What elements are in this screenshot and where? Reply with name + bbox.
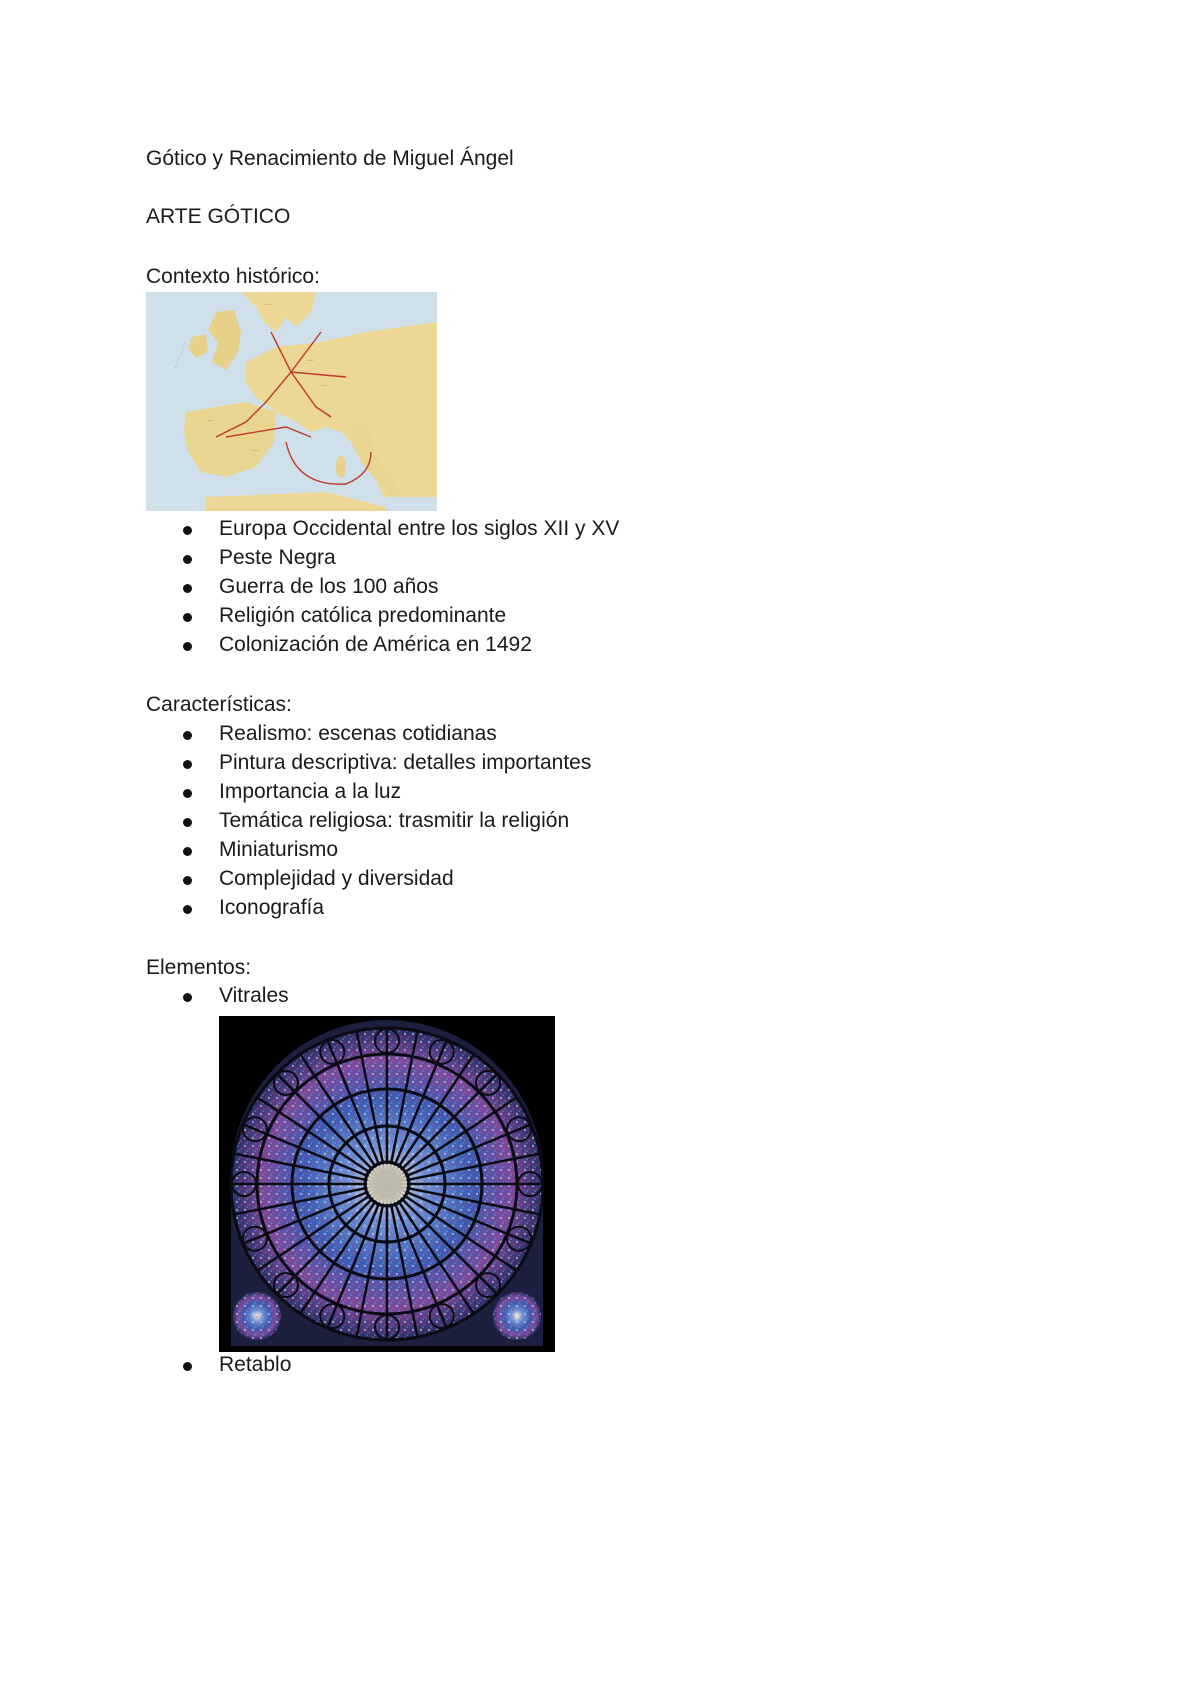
bullet-icon	[183, 818, 192, 827]
bullet-icon	[183, 993, 192, 1002]
bullet-icon	[183, 555, 192, 564]
bullet-icon	[183, 847, 192, 856]
list-item: Pintura descriptiva: detalles importantes	[146, 750, 591, 779]
elements-list-bottom	[146, 1352, 291, 1381]
bullet-icon	[183, 526, 192, 535]
list-item: Realismo: escenas cotidianas	[146, 721, 591, 750]
list-item: Miniaturismo	[146, 837, 591, 866]
bullet-icon	[183, 876, 192, 885]
svg-text:·····: ·····	[264, 302, 272, 308]
elements-label: Elementos:	[146, 956, 252, 979]
characteristics-list	[146, 721, 591, 924]
document-title: Gótico y Renacimiento de Miguel Ángel	[146, 147, 514, 170]
bullet-icon	[183, 789, 192, 798]
svg-text:·····: ·····	[251, 448, 259, 454]
context-list	[146, 516, 619, 661]
bullet-icon	[183, 613, 192, 622]
europe-map-image	[146, 292, 437, 511]
svg-text:····: ····	[321, 383, 328, 389]
bullet-icon	[183, 731, 192, 740]
bullet-icon	[183, 905, 192, 914]
list-item: Iconografía	[146, 895, 591, 924]
section-heading: ARTE GÓTICO	[146, 205, 291, 228]
list-item: Europa Occidental entre los siglos XII y XV	[146, 516, 619, 545]
list-item: Complejidad y diversidad	[146, 866, 591, 895]
svg-text:····: ····	[206, 418, 213, 424]
context-label: Contexto histórico:	[146, 265, 320, 288]
list-item: Importancia a la luz	[146, 779, 591, 808]
list-item: Retablo	[146, 1352, 291, 1381]
elements-list-top	[146, 983, 289, 1012]
list-item: Religión católica predominante	[146, 603, 619, 632]
svg-text:· · · · · · · · · ·: · · · · · · · · · ·	[172, 342, 189, 373]
list-item: Guerra de los 100 años	[146, 574, 619, 603]
characteristics-label: Características:	[146, 693, 292, 716]
list-item: Temática religiosa: trasmitir la religión	[146, 808, 591, 837]
bullet-icon	[183, 1362, 192, 1371]
list-item: Vitrales	[146, 983, 289, 1012]
bullet-icon	[183, 760, 192, 769]
bullet-icon	[183, 584, 192, 593]
svg-text:·····: ·····	[306, 358, 314, 364]
list-item: Peste Negra	[146, 545, 619, 574]
bullet-icon	[183, 642, 192, 651]
list-item: Colonización de América en 1492	[146, 632, 619, 661]
rose-window-image	[219, 1016, 555, 1352]
